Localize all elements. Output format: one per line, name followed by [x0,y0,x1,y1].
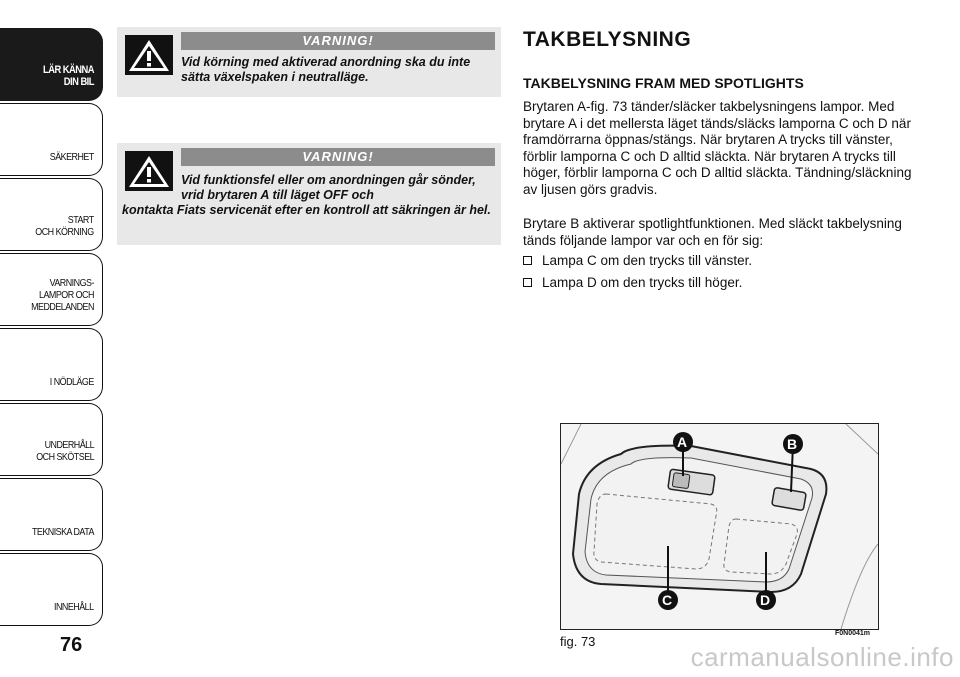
section-subtitle: TAKBELYSNING FRAM MED SPOTLIGHTS [523,75,804,91]
tab-sakerhet[interactable] [0,103,103,176]
warning-heading: VARNING! [181,32,495,50]
section-title: TAKBELYSNING [523,28,692,51]
page-number: 76 [60,634,83,656]
tab-label: VARNINGS- LAMPOR OCH MEDDELANDEN [31,277,94,313]
warning-triangle-icon [125,35,173,75]
tab-start-och-korning[interactable] [0,178,103,251]
bullet-item-1 [523,253,752,269]
tab-tekniska-data[interactable] [0,478,103,551]
tab-varningslampor[interactable] [0,253,103,326]
callout-label-d: D [760,592,771,608]
tab-underhall[interactable] [0,403,103,476]
warning-text-indented: Vid funktionsfel eller om anordningen går sönder, vrid brytaren A till läget OFF och [181,173,476,202]
figure-code: F0N0041m [835,630,871,637]
paragraph-2: Brytare B aktiverar spotlightfunktionen. Med släckt takbelysning tänds följande lampor var och en för sig: [523,216,902,248]
tab-label: START OCH KÖRNING [35,214,94,238]
tab-label: I NÖDLÄGE [49,376,94,388]
watermark: carmanualsonline.info [690,642,954,672]
ceiling-light-illustration [561,424,878,629]
tab-label: UNDERHÅLL OCH SKÖTSEL [36,439,94,463]
bullet-text: Lampa C om den trycks till vänster. [542,253,753,268]
warning-text-full: kontakta Fiats servicenät efter en kontroll att säkringen är hel. [122,203,491,217]
bullet-text: Lampa D om den trycks till höger. [542,275,743,290]
paragraph-1: Brytaren A-fig. 73 tänder/släcker takbelysningens lampor. Med brytare A i det mellersta läget tänds/släcks lamporna C och D när framdörrarna öppnas/stängs. När brytaren A trycks till vänster, förblir lamporna C och D alltid släckta. När brytaren A trycks till höger, förblir lamporna C och D alltid släckta. Tändning/släckning av ljusen görs gradvis. [523,99,912,197]
bullet-item-2 [523,275,742,291]
figure-caption: fig. 73 [560,634,596,649]
tab-innehall[interactable] [0,553,103,626]
warning-heading: VARNING! [181,148,495,166]
tab-label: TEKNISKA DATA [32,526,94,538]
warning-triangle-icon [125,151,173,191]
warning-text: Vid körning med aktiverad anordning ska du inte sätta växelspaken i neutralläge. [181,55,471,84]
tab-label: LÄR KÄNNA DIN BIL [43,64,94,88]
callout-label-a: A [677,434,688,450]
tab-lar-kanna-din-bil[interactable] [0,28,103,101]
warning-box-1 [117,27,501,97]
callout-label-b: B [787,436,798,452]
tab-label: INNEHÅLL [54,601,94,613]
tab-label: SÄKERHET [49,151,94,163]
warning-box-2 [117,143,501,245]
figure-ceiling-light [560,423,879,630]
callout-label-c: C [662,592,673,608]
checkbox-bullet-icon [523,256,532,265]
checkbox-bullet-icon [523,278,532,287]
tab-i-nodlage[interactable] [0,328,103,401]
